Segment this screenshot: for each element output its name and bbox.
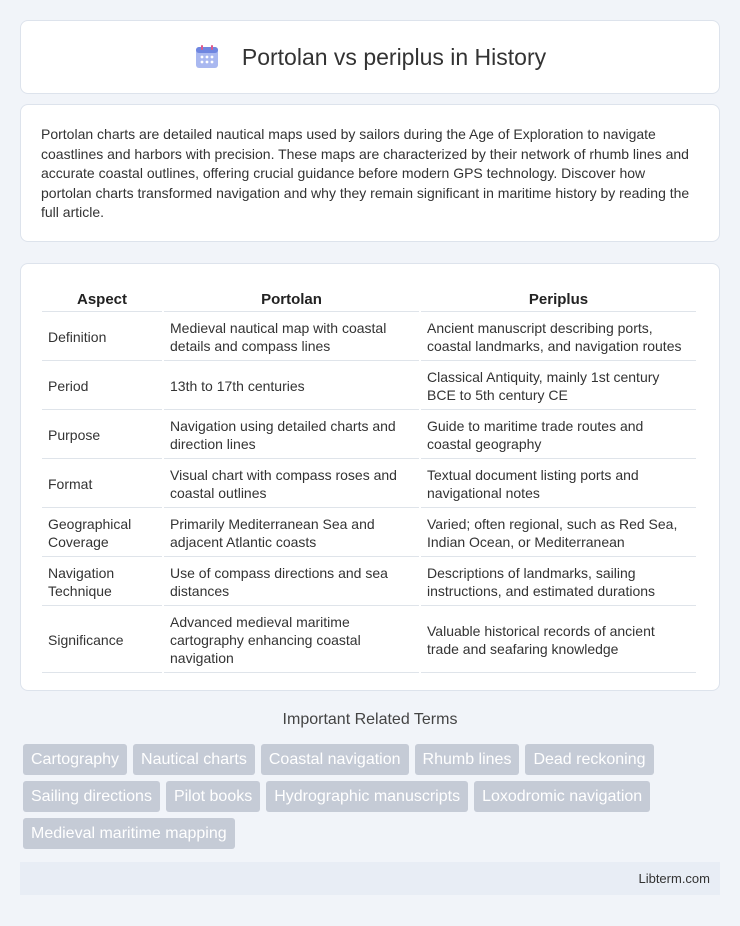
table-cell: Varied; often regional, such as Red Sea, Indian Ocean, or Mediterranean [421,510,696,557]
footer-site-link[interactable]: Libterm.com [638,871,710,886]
column-header-aspect: Aspect [42,286,162,312]
term-tag[interactable]: Medieval maritime mapping [23,818,235,849]
comparison-table [40,284,698,675]
table-cell: Format [42,461,162,508]
table-cell: Valuable historical records of ancient trade and seafaring knowledge [421,608,696,673]
term-tag[interactable]: Loxodromic navigation [474,781,650,812]
term-tag[interactable]: Sailing directions [23,781,160,812]
table-row [42,314,696,361]
page-title: Portolan vs periplus in History [241,43,547,70]
term-tag[interactable]: Nautical charts [133,744,255,775]
table-cell: Classical Antiquity, mainly 1st century BCE to 5th century CE [421,363,696,410]
term-tag[interactable]: Pilot books [166,781,260,812]
table-cell: Geographical Coverage [42,510,162,557]
table-row [42,412,696,459]
table-cell: Advanced medieval maritime cartography enhancing coastal navigation [164,608,419,673]
table-cell: Navigation Technique [42,559,162,606]
calendar-icon [194,44,220,70]
header-card [20,20,720,94]
term-tag[interactable]: Hydrographic manuscripts [266,781,468,812]
table-header-row [42,286,696,312]
table-cell: Textual document listing ports and navigational notes [421,461,696,508]
term-tag[interactable]: Cartography [23,744,127,775]
table-cell: Descriptions of landmarks, sailing instructions, and estimated durations [421,559,696,606]
footer [20,862,720,895]
intro-text: Portolan charts are detailed nautical maps used by sailors during the Age of Exploration to navigate coastlines and harbors with precision. These maps are characterized by their network of rhumb lines and accurate coastal outlines, offering crucial guidance before modern GPS technology. Discover how portolan charts transformed navigation and why they remain significant in maritime history by reading the full article. [41,126,690,221]
table-cell: Navigation using detailed charts and direction lines [164,412,419,459]
table-row [42,363,696,410]
table-row [42,510,696,557]
table-cell: Primarily Mediterranean Sea and adjacent Atlantic coasts [164,510,419,557]
table-cell: Visual chart with compass roses and coastal outlines [164,461,419,508]
table-cell: Guide to maritime trade routes and coastal geography [421,412,696,459]
intro-card [20,104,720,242]
table-cell: Ancient manuscript describing ports, coastal landmarks, and navigation routes [421,314,696,361]
column-header-portolan: Portolan [164,286,419,312]
table-cell: Medieval nautical map with coastal details and compass lines [164,314,419,361]
term-tag[interactable]: Dead reckoning [525,744,653,775]
table-cell: Purpose [42,412,162,459]
table-row [42,559,696,606]
table-cell: Use of compass directions and sea distances [164,559,419,606]
related-terms-title: Important Related Terms [282,711,458,728]
table-row [42,461,696,508]
table-cell: Definition [42,314,162,361]
column-header-periplus: Periplus [421,286,696,312]
term-tag[interactable]: Coastal navigation [261,744,409,775]
comparison-card [20,263,720,691]
table-cell: Period [42,363,162,410]
table-cell: 13th to 17th centuries [164,363,419,410]
table-cell: Significance [42,608,162,673]
related-terms-list [23,744,723,855]
table-row [42,608,696,673]
term-tag[interactable]: Rhumb lines [415,744,520,775]
